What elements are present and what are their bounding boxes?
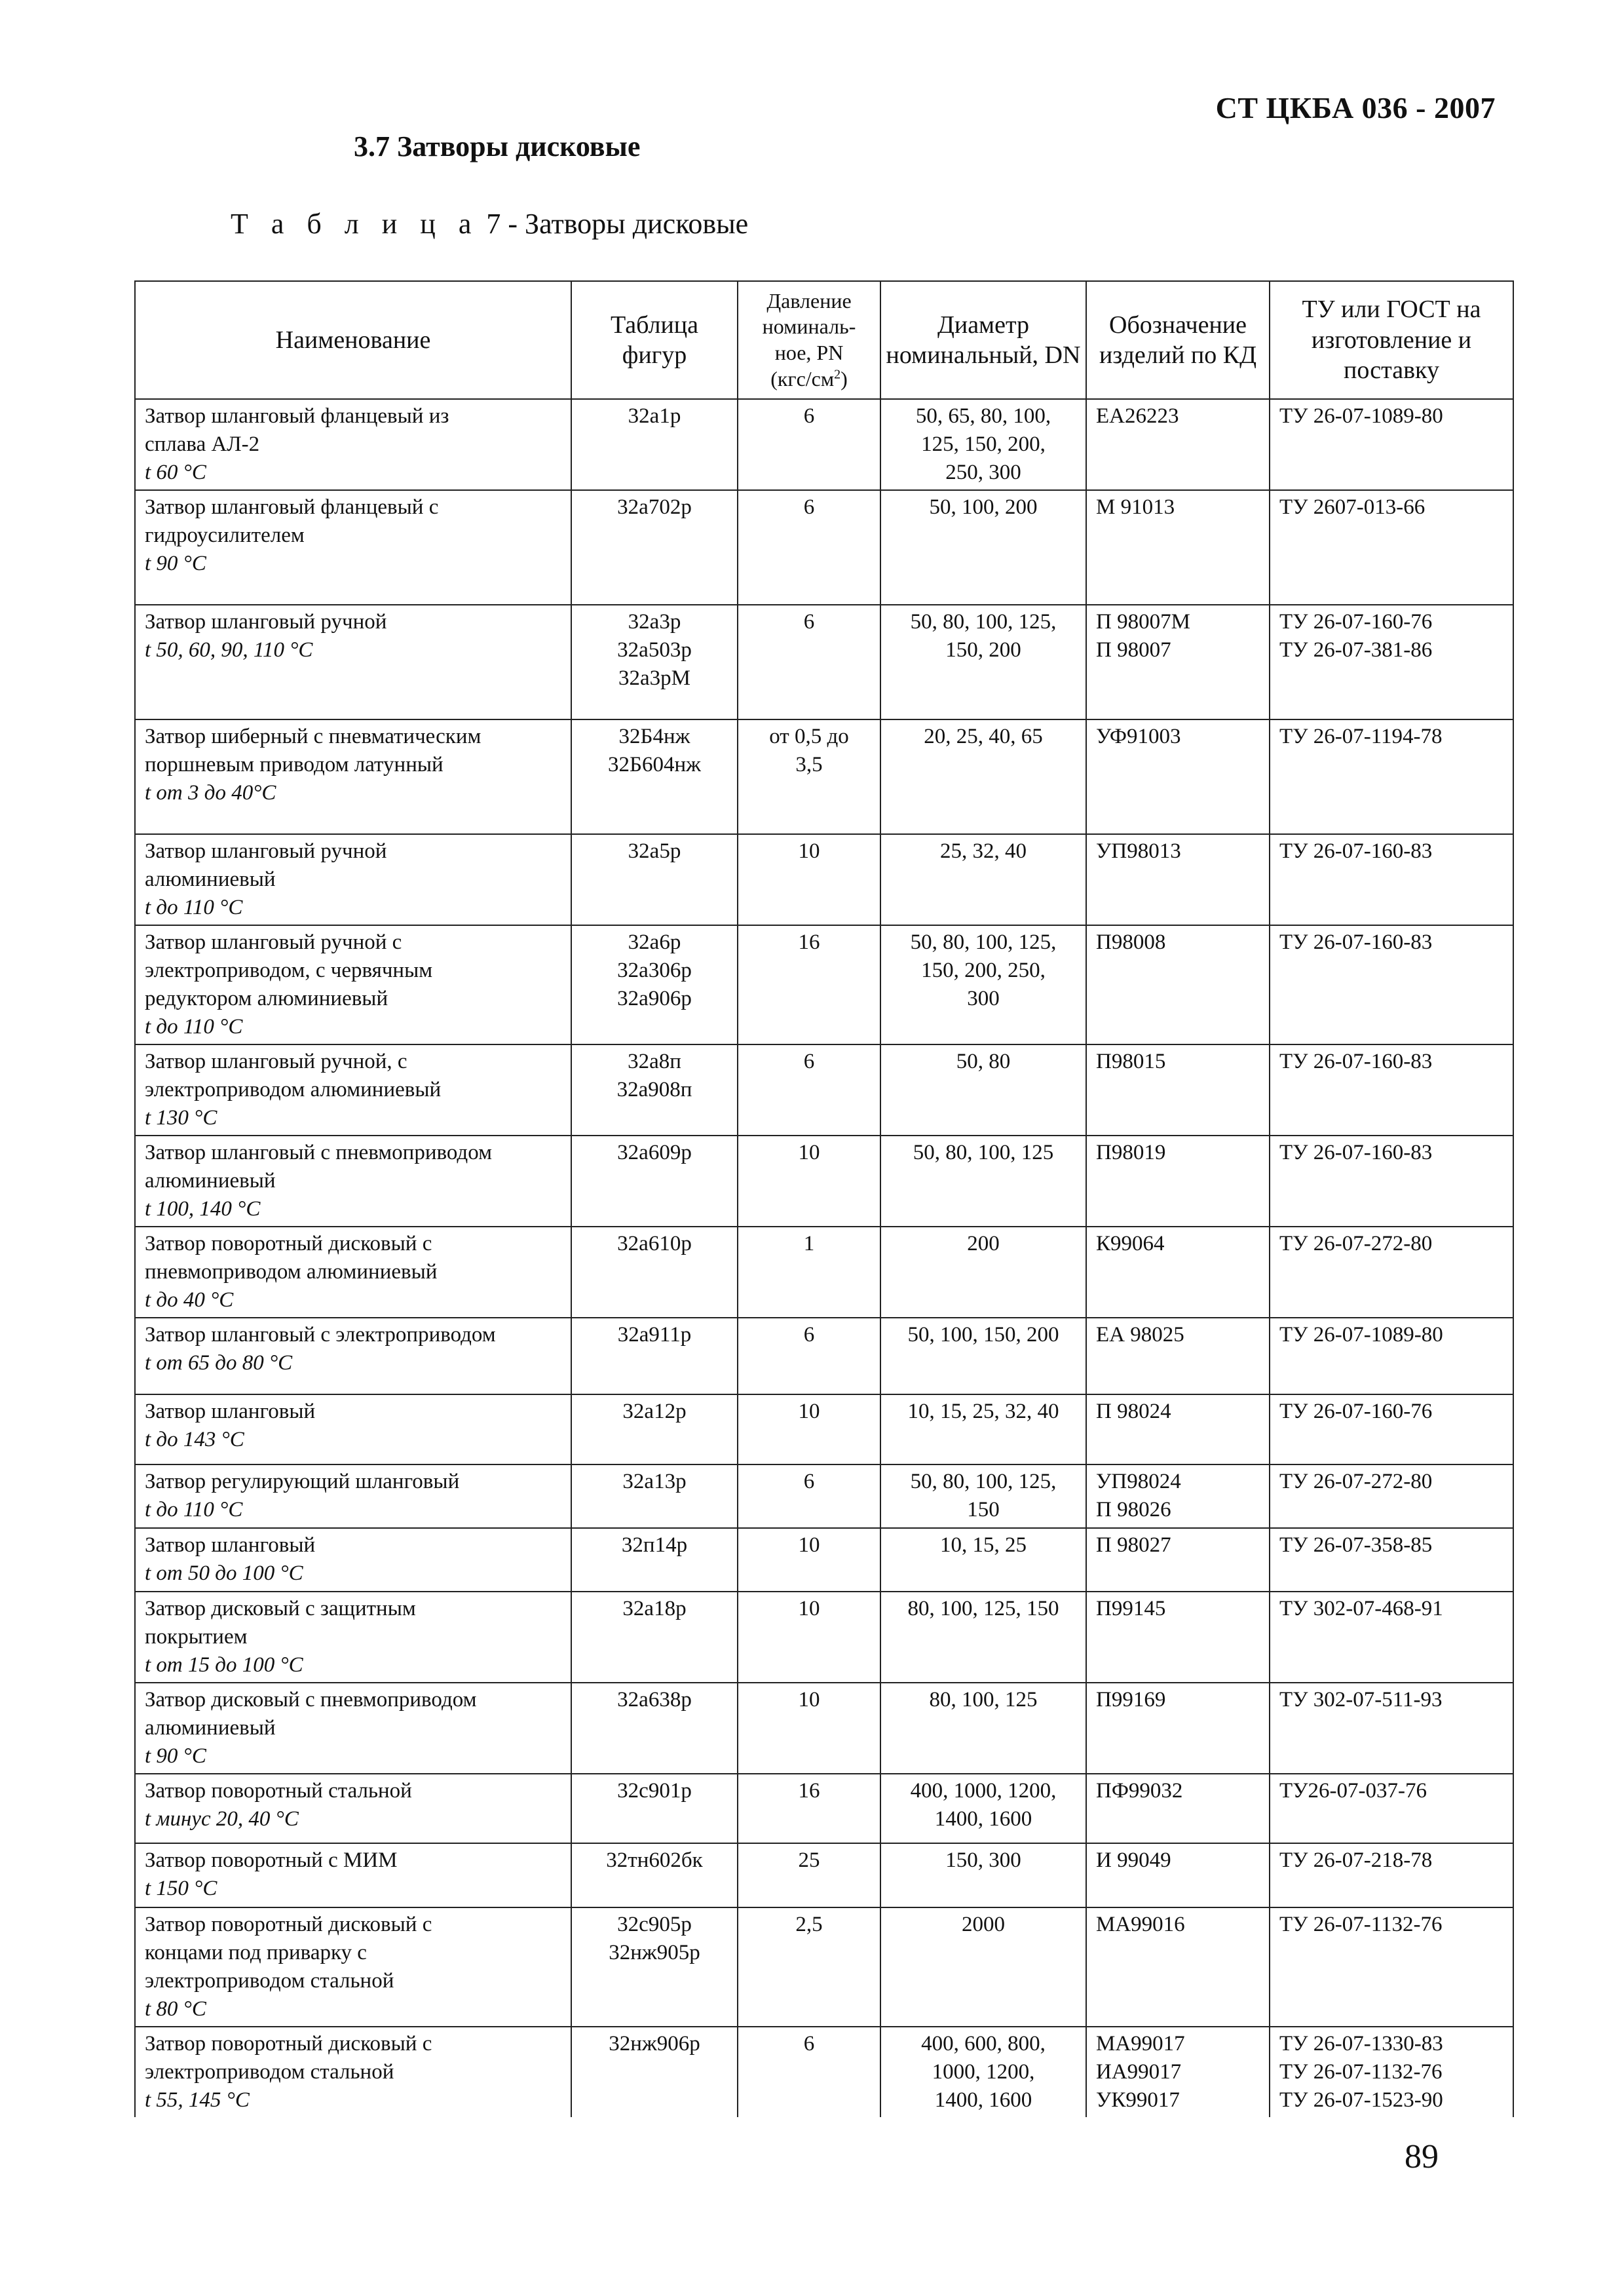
- cell-temperature: t 130 °C: [145, 1106, 217, 1130]
- cell-name: Затвор дисковый с защитным покрытием t от 15 до 100 °C: [135, 1592, 571, 1683]
- table-row: [135, 1592, 1513, 1683]
- cell-name: Затвор дисковый с пневмоприводом алюминиевый t 90 °C: [135, 1683, 571, 1774]
- cell-diameter: 10, 15, 25, 32, 40: [880, 1394, 1086, 1464]
- cell-diameter: 80, 100, 125: [880, 1683, 1086, 1774]
- cell-name: Затвор шланговый ручной, с электроприводом алюминиевый t 130 °C: [135, 1044, 571, 1136]
- cell-temperature: t 60 °C: [145, 461, 206, 484]
- cell-diameter: 400, 1000, 1200, 1400, 1600: [880, 1774, 1086, 1843]
- cell-pressure: 10: [738, 1394, 880, 1464]
- cell-diameter: 50, 65, 80, 100, 125, 150, 200, 250, 300: [880, 399, 1086, 490]
- valves-table-container: [134, 280, 1513, 2117]
- table-header-row: [135, 281, 1513, 399]
- cell-pressure: 6: [738, 1464, 880, 1528]
- cell-pressure: от 0,5 до 3,5: [738, 719, 880, 834]
- table-row: [135, 1394, 1513, 1464]
- cell-diameter: 50, 80, 100, 125: [880, 1136, 1086, 1227]
- header-name: Наименование: [135, 281, 571, 399]
- cell-diameter: 150, 300: [880, 1843, 1086, 1907]
- table-row: [135, 1683, 1513, 1774]
- cell-diameter: 400, 600, 800, 1000, 1200, 1400, 1600: [880, 2027, 1086, 2117]
- cell-standard: ТУ 26-07-1089-80: [1270, 1318, 1513, 1394]
- table-row: [135, 1843, 1513, 1907]
- cell-temperature: t 50, 60, 90, 110 °C: [145, 638, 313, 662]
- cell-temperature: t до 110 °C: [145, 1498, 243, 1521]
- cell-designation: ПФ99032: [1086, 1774, 1270, 1843]
- cell-diameter: 10, 15, 25: [880, 1528, 1086, 1592]
- cell-designation: П 98027: [1086, 1528, 1270, 1592]
- cell-standard: ТУ 302-07-468-91: [1270, 1592, 1513, 1683]
- table-row: [135, 2027, 1513, 2117]
- cell-pressure: 6: [738, 605, 880, 719]
- cell-diameter: 25, 32, 40: [880, 834, 1086, 925]
- cell-pressure: 6: [738, 490, 880, 605]
- cell-standard: ТУ 26-07-1132-76: [1270, 1907, 1513, 2027]
- cell-designation: П98008: [1086, 925, 1270, 1044]
- cell-designation: МА99017 ИА99017 УК99017: [1086, 2027, 1270, 2117]
- cell-name: Затвор шланговый ручной с электроприводом, с червячным редуктором алюминиевый t до 110 °C: [135, 925, 571, 1044]
- cell-designation: УП98013: [1086, 834, 1270, 925]
- cell-standard: ТУ 26-07-1194-78: [1270, 719, 1513, 834]
- cell-pressure: 25: [738, 1843, 880, 1907]
- cell-name: Затвор регулирующий шланговый t до 110 °C: [135, 1464, 571, 1528]
- table-row: [135, 1318, 1513, 1394]
- cell-standard: ТУ 2607-013-66: [1270, 490, 1513, 605]
- table-row: [135, 1227, 1513, 1318]
- cell-name: Затвор шланговый ручной t 50, 60, 90, 110 °C: [135, 605, 571, 719]
- cell-designation: П98015: [1086, 1044, 1270, 1136]
- cell-temperature: t до 110 °C: [145, 1015, 243, 1039]
- cell-pressure: 16: [738, 925, 880, 1044]
- cell-figure: 32тн602бк: [571, 1843, 738, 1907]
- cell-diameter: 2000: [880, 1907, 1086, 2027]
- table-row: [135, 1907, 1513, 2027]
- cell-name: Затвор поворотный дисковый с концами под приварку с электроприводом стальной t 80 °C: [135, 1907, 571, 2027]
- cell-temperature: t 55, 145 °C: [145, 2088, 250, 2112]
- cell-standard: ТУ 26-07-218-78: [1270, 1843, 1513, 1907]
- cell-designation: П99145: [1086, 1592, 1270, 1683]
- cell-diameter: 50, 80: [880, 1044, 1086, 1136]
- cell-figure: 32а8п 32а908п: [571, 1044, 738, 1136]
- cell-figure: 32а609р: [571, 1136, 738, 1227]
- cell-figure: 32п14р: [571, 1528, 738, 1592]
- header-designation: Обозначение изделий по КД: [1086, 281, 1270, 399]
- cell-designation: К99064: [1086, 1227, 1270, 1318]
- cell-designation: П 98007М П 98007: [1086, 605, 1270, 719]
- cell-designation: П 98024: [1086, 1394, 1270, 1464]
- table-caption: [231, 207, 748, 240]
- cell-figure: 32а702р: [571, 490, 738, 605]
- cell-name: Затвор шланговый с электроприводом t от 65 до 80 °C: [135, 1318, 571, 1394]
- table-row: [135, 1464, 1513, 1528]
- cell-name: Затвор поворотный дисковый с пневмоприводом алюминиевый t до 40 °C: [135, 1227, 571, 1318]
- cell-diameter: 50, 80, 100, 125, 150, 200, 250, 300: [880, 925, 1086, 1044]
- header-standard: ТУ или ГОСТ на изготовление и поставку: [1270, 281, 1513, 399]
- cell-figure: 32а1р: [571, 399, 738, 490]
- cell-name: Затвор шланговый фланцевый с гидроусилителем t 90 °C: [135, 490, 571, 605]
- caption-text: 7 - Затворы дисковые: [479, 208, 749, 240]
- cell-pressure: 2,5: [738, 1907, 880, 2027]
- table-row: [135, 834, 1513, 925]
- cell-temperature: t от 65 до 80 °C: [145, 1351, 293, 1375]
- cell-diameter: 50, 80, 100, 125, 150, 200: [880, 605, 1086, 719]
- cell-designation: ЕА 98025: [1086, 1318, 1270, 1394]
- cell-name: Затвор шиберный с пневматическим поршневым приводом латунный t от 3 до 40°C: [135, 719, 571, 834]
- cell-figure: 32с905р 32нж905р: [571, 1907, 738, 2027]
- cell-pressure: 10: [738, 1528, 880, 1592]
- cell-diameter: 20, 25, 40, 65: [880, 719, 1086, 834]
- cell-standard: ТУ 302-07-511-93: [1270, 1683, 1513, 1774]
- valves-table: [134, 280, 1514, 2117]
- cell-name: Затвор шланговый с пневмоприводом алюминиевый t 100, 140 °C: [135, 1136, 571, 1227]
- cell-name: Затвор шланговый фланцевый из сплава АЛ-2 t 60 °C: [135, 399, 571, 490]
- cell-designation: УФ91003: [1086, 719, 1270, 834]
- cell-temperature: t до 143 °C: [145, 1428, 244, 1451]
- cell-temperature: t от 3 до 40°C: [145, 781, 276, 805]
- cell-standard: ТУ 26-07-272-80: [1270, 1464, 1513, 1528]
- cell-temperature: t 80 °C: [145, 1997, 206, 2021]
- cell-temperature: t до 110 °C: [145, 896, 243, 919]
- cell-temperature: t от 50 до 100 °C: [145, 1561, 303, 1585]
- cell-standard: ТУ 26-07-160-83: [1270, 925, 1513, 1044]
- cell-diameter: 80, 100, 125, 150: [880, 1592, 1086, 1683]
- cell-temperature: t 150 °C: [145, 1877, 217, 1900]
- cell-figure: 32Б4нж 32Б604нж: [571, 719, 738, 834]
- cell-figure: 32с901р: [571, 1774, 738, 1843]
- table-row: [135, 1528, 1513, 1592]
- cell-name: Затвор поворотный стальной t минус 20, 40 °C: [135, 1774, 571, 1843]
- cell-temperature: t до 40 °C: [145, 1288, 234, 1312]
- cell-standard: ТУ 26-07-160-76 ТУ 26-07-381-86: [1270, 605, 1513, 719]
- cell-pressure: 6: [738, 399, 880, 490]
- cell-standard: ТУ 26-07-272-80: [1270, 1227, 1513, 1318]
- cell-name: Затвор поворотный дисковый с электроприводом стальной t 55, 145 °C: [135, 2027, 571, 2117]
- cell-designation: И 99049: [1086, 1843, 1270, 1907]
- cell-designation: М 91013: [1086, 490, 1270, 605]
- cell-temperature: t 100, 140 °C: [145, 1197, 261, 1221]
- cell-figure: 32а638р: [571, 1683, 738, 1774]
- header-figure: Таблица фигур: [571, 281, 738, 399]
- cell-standard: ТУ 26-07-160-83: [1270, 834, 1513, 925]
- cell-pressure: 1: [738, 1227, 880, 1318]
- cell-figure: 32а6р 32а306р 32а906р: [571, 925, 738, 1044]
- table-row: [135, 1774, 1513, 1843]
- cell-temperature: t 90 °C: [145, 1744, 206, 1768]
- cell-standard: ТУ 26-07-160-83: [1270, 1136, 1513, 1227]
- cell-pressure: 10: [738, 1683, 880, 1774]
- section-title: 3.7 Затворы дисковые: [354, 130, 641, 163]
- table-row: [135, 1136, 1513, 1227]
- cell-pressure: 10: [738, 834, 880, 925]
- table-body: [135, 399, 1513, 2117]
- document-code: СТ ЦКБА 036 - 2007: [1215, 91, 1496, 124]
- cell-name: Затвор шланговый ручной алюминиевый t до 110 °C: [135, 834, 571, 925]
- cell-figure: 32а18р: [571, 1592, 738, 1683]
- cell-designation: П99169: [1086, 1683, 1270, 1774]
- cell-pressure: 10: [738, 1592, 880, 1683]
- cell-figure: 32а13р: [571, 1464, 738, 1528]
- table-row: [135, 1044, 1513, 1136]
- cell-pressure: 10: [738, 1136, 880, 1227]
- cell-standard: ТУ 26-07-1089-80: [1270, 399, 1513, 490]
- table-row: [135, 399, 1513, 490]
- cell-pressure: 6: [738, 1044, 880, 1136]
- cell-figure: 32а12р: [571, 1394, 738, 1464]
- cell-designation: ЕА26223: [1086, 399, 1270, 490]
- cell-temperature: t от 15 до 100 °C: [145, 1653, 303, 1677]
- table-row: [135, 719, 1513, 834]
- table-row: [135, 490, 1513, 605]
- cell-standard: ТУ 26-07-160-76: [1270, 1394, 1513, 1464]
- table-row: [135, 925, 1513, 1044]
- page-number: 89: [1405, 2138, 1439, 2175]
- cell-diameter: 50, 100, 150, 200: [880, 1318, 1086, 1394]
- cell-standard: ТУ26-07-037-76: [1270, 1774, 1513, 1843]
- cell-pressure: 6: [738, 1318, 880, 1394]
- cell-designation: МА99016: [1086, 1907, 1270, 2027]
- cell-figure: 32а911р: [571, 1318, 738, 1394]
- cell-temperature: t 90 °C: [145, 552, 206, 575]
- table-row: [135, 605, 1513, 719]
- cell-pressure: 16: [738, 1774, 880, 1843]
- cell-standard: ТУ 26-07-160-83: [1270, 1044, 1513, 1136]
- cell-figure: 32а5р: [571, 834, 738, 925]
- cell-pressure: 6: [738, 2027, 880, 2117]
- cell-name: Затвор поворотный с МИМ t 150 °C: [135, 1843, 571, 1907]
- cell-figure: 32а610р: [571, 1227, 738, 1318]
- caption-prefix: Т а б л и ц а: [231, 208, 480, 240]
- header-pressure: Давление номиналь- ное, PN $(кгс/см^2)$: [738, 281, 880, 399]
- cell-figure: 32нж906р: [571, 2027, 738, 2117]
- cell-standard: ТУ 26-07-358-85: [1270, 1528, 1513, 1592]
- cell-name: Затвор шланговый t до 143 °C: [135, 1394, 571, 1464]
- cell-diameter: 50, 100, 200: [880, 490, 1086, 605]
- cell-name: Затвор шланговый t от 50 до 100 °C: [135, 1528, 571, 1592]
- cell-temperature: t минус 20, 40 °C: [145, 1807, 299, 1831]
- cell-diameter: 50, 80, 100, 125, 150: [880, 1464, 1086, 1528]
- cell-designation: П98019: [1086, 1136, 1270, 1227]
- cell-designation: УП98024 П 98026: [1086, 1464, 1270, 1528]
- cell-figure: 32а3р 32а503р 32а3рМ: [571, 605, 738, 719]
- cell-standard: ТУ 26-07-1330-83 ТУ 26-07-1132-76 ТУ 26-07-1523-90: [1270, 2027, 1513, 2117]
- header-diameter: Диаметр номинальный, DN: [880, 281, 1086, 399]
- cell-diameter: 200: [880, 1227, 1086, 1318]
